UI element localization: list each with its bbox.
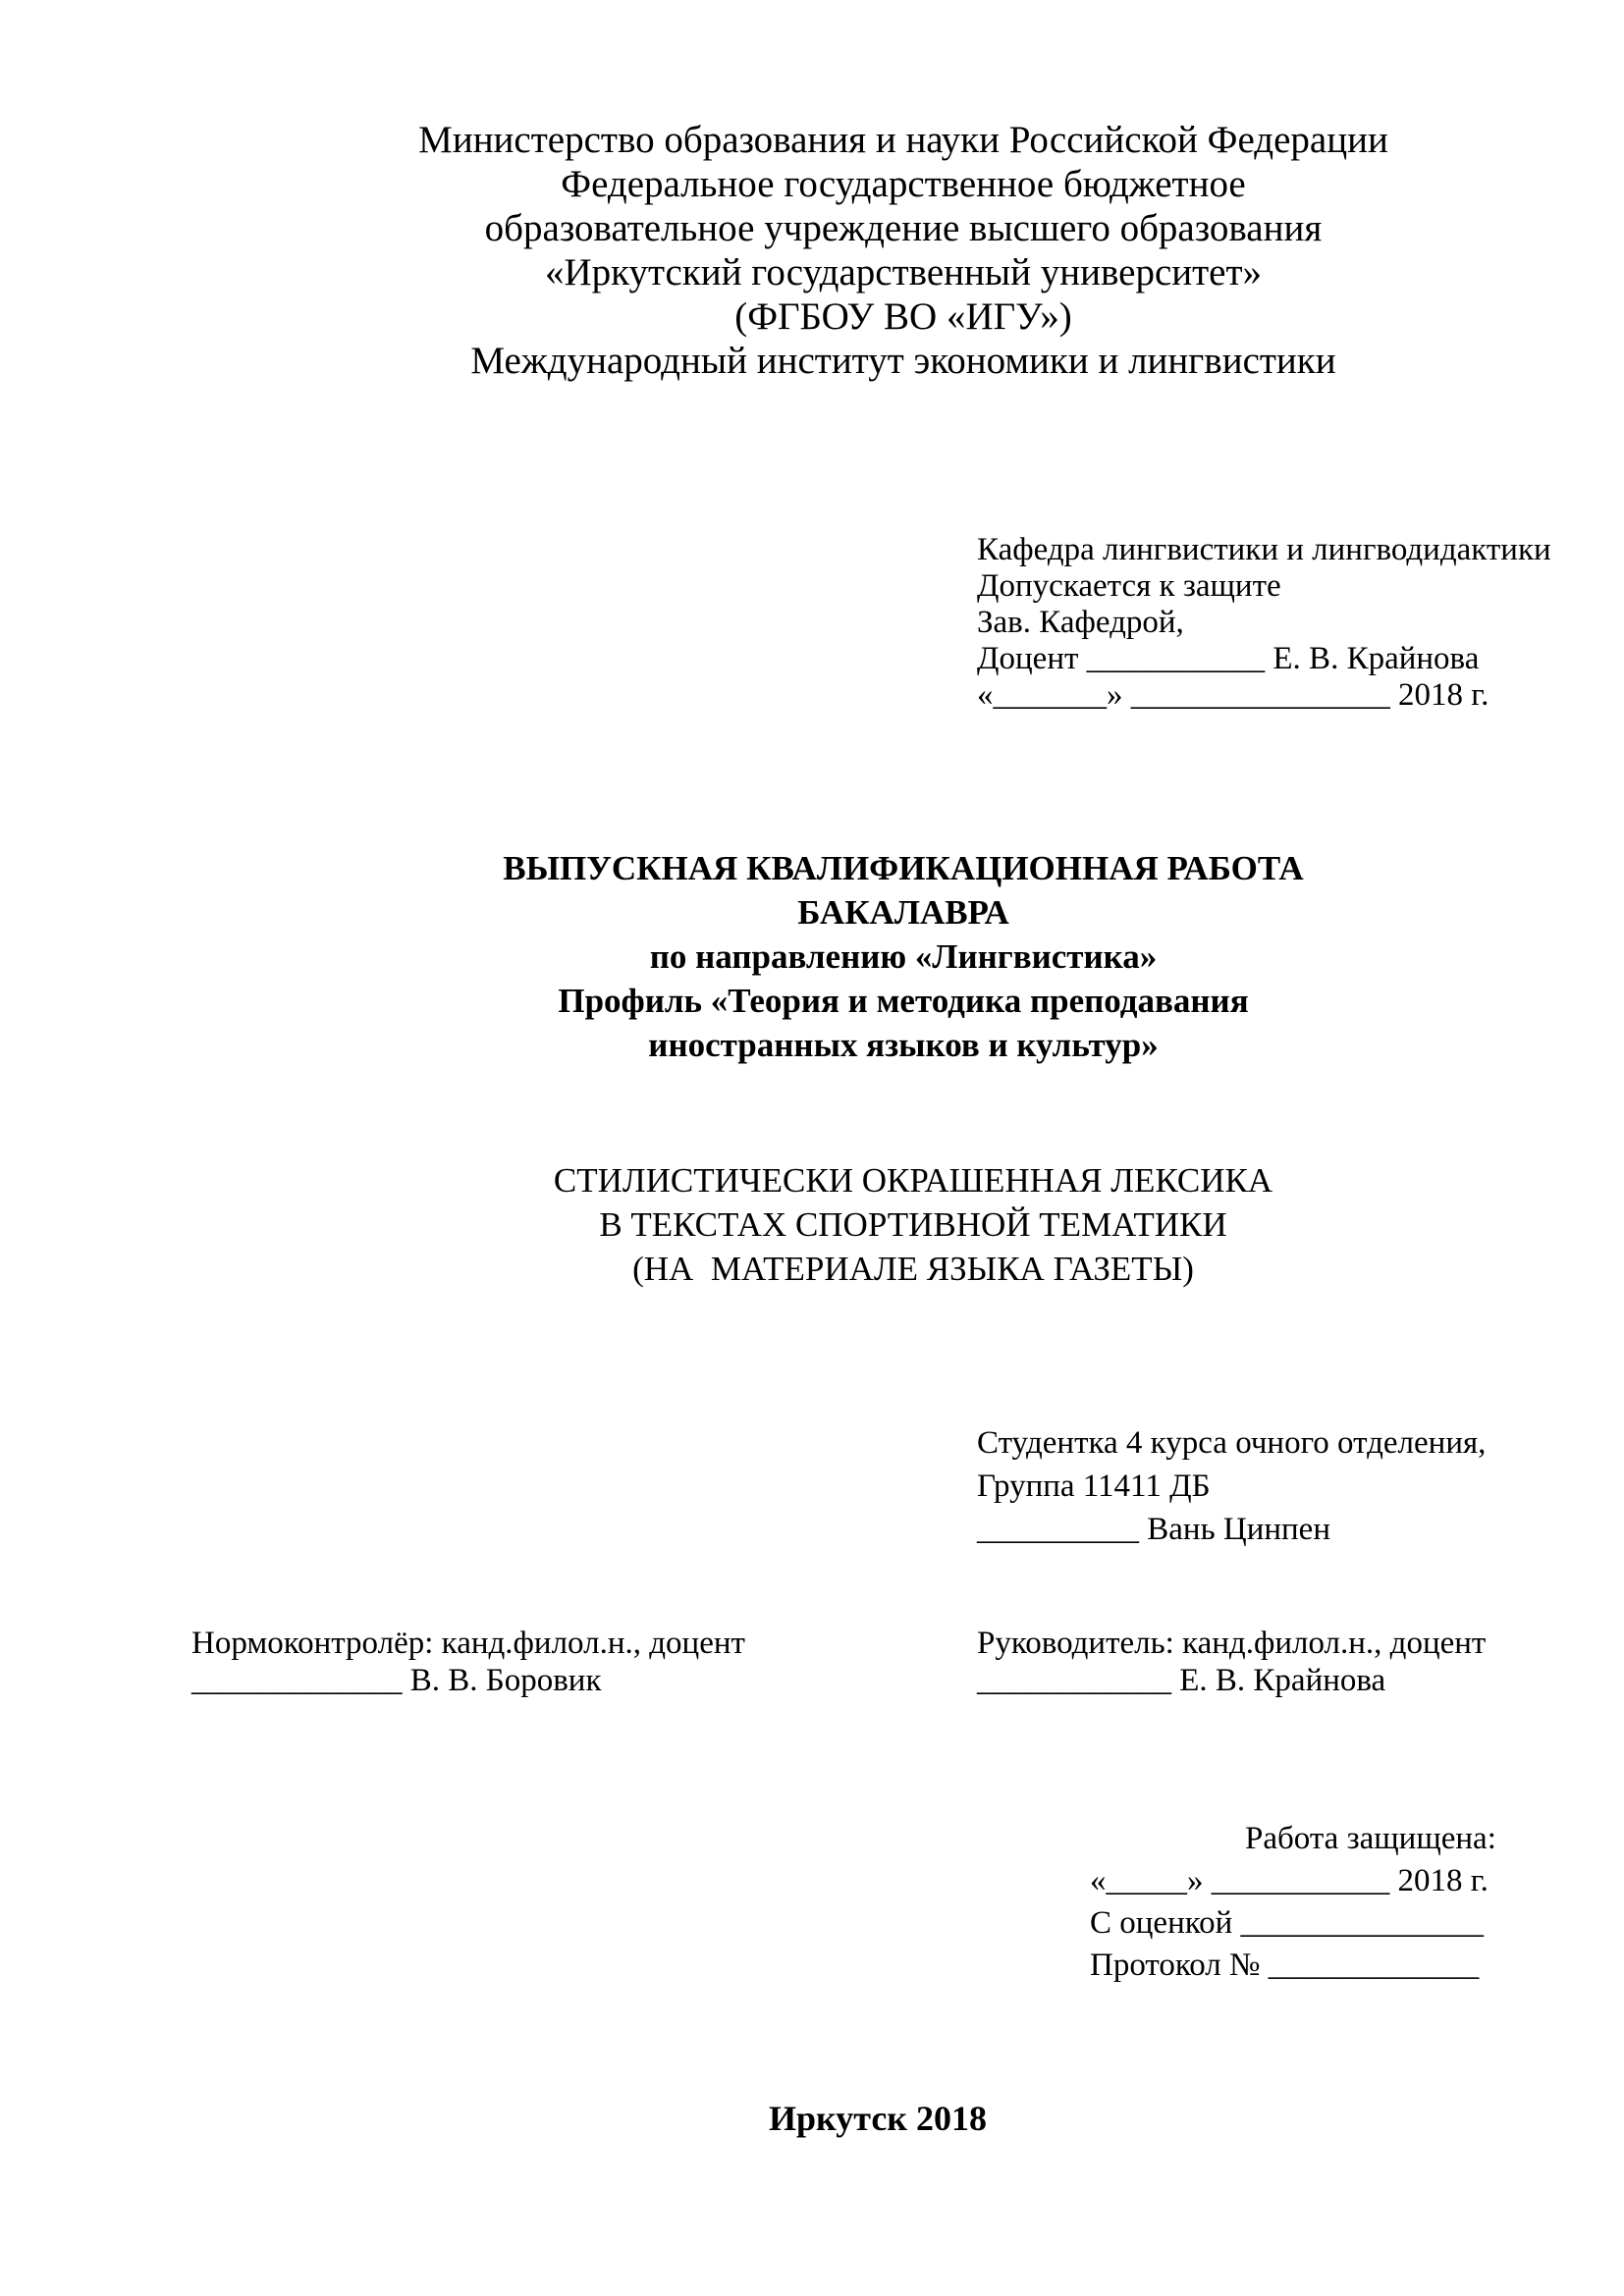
thesis-title-line-1: СТИЛИСТИЧЕСКИ ОКРАШЕННАЯ ЛЕКСИКА <box>553 1161 1273 1200</box>
supervisor-title: Руководитель: канд.филол.н., доцент <box>977 1626 1487 1661</box>
admitted-to-defense: Допускается к защите <box>977 568 1281 604</box>
ministry-line: Министерство образования и науки Российской Федерации <box>418 119 1388 161</box>
city-year-footer <box>0 2097 1624 2140</box>
normocontroller-signature-line: _____________ В. В. Боровик <box>191 1663 602 1698</box>
normocontroller-block <box>191 1625 820 1699</box>
student-group: Группа 11411 ДБ <box>977 1468 1211 1504</box>
defense-block <box>1090 1818 1600 1987</box>
study-direction: по направлению «Лингвистика» <box>649 937 1158 976</box>
thesis-title-line-2: В ТЕКСТАХ СПОРТИВНОЙ ТЕМАТИКИ <box>599 1205 1227 1244</box>
institution-type-line: образовательное учреждение высшего образования <box>484 207 1323 249</box>
head-of-department-label: Зав. Кафедрой, <box>977 605 1184 640</box>
defense-date-line: «_____» ___________ 2018 г. <box>1090 1863 1489 1898</box>
city-year: Иркутск 2018 <box>768 2099 988 2138</box>
university-abbr-line: (ФГБОУ ВО «ИГУ») <box>734 295 1072 338</box>
work-type-block <box>0 846 1624 1067</box>
thesis-title-block <box>0 1158 1624 1291</box>
institute-name-line: Международный институт экономики и лингвистики <box>470 340 1336 382</box>
federal-budget-line: Федеральное государственное бюджетное <box>561 163 1246 205</box>
student-block <box>977 1421 1586 1551</box>
supervisor-block <box>977 1625 1605 1699</box>
degree-level: БАКАЛАВРА <box>797 893 1009 932</box>
department-name: Кафедра лингвистики и лингводидактики <box>977 532 1551 567</box>
defense-status: Работа защищена: <box>1245 1821 1496 1856</box>
student-signature-line: __________ Вань Цинпен <box>977 1512 1330 1547</box>
study-profile-line-1: Профиль «Теория и методика преподавания <box>558 982 1249 1020</box>
defense-grade-line: С оценкой _______________ <box>1090 1905 1484 1941</box>
student-course: Студентка 4 курса очного отделения, <box>977 1425 1487 1461</box>
defense-protocol-line: Протокол № _____________ <box>1090 1948 1480 1983</box>
supervisor-signature-line: ____________ Е. В. Крайнова <box>977 1663 1386 1698</box>
thesis-title-line-3: (НА МАТЕРИАЛЕ ЯЗЫКА ГАЗЕТЫ) <box>632 1250 1194 1288</box>
work-type-title: ВЫПУСКНАЯ КВАЛИФИКАЦИОННАЯ РАБОТА <box>503 849 1304 887</box>
normocontroller-title: Нормоконтролёр: канд.филол.н., доцент <box>191 1626 745 1661</box>
approval-date-line: «_______» ________________ 2018 г. <box>977 677 1489 713</box>
university-name-line: «Иркутский государственный университет» <box>544 251 1263 294</box>
study-profile-line-2: иностранных языков и культур» <box>648 1026 1159 1064</box>
ministry-header <box>0 118 1624 383</box>
head-signature-line: Доцент ___________ Е. В. Крайнова <box>977 641 1480 676</box>
department-approval-block <box>977 532 1586 714</box>
